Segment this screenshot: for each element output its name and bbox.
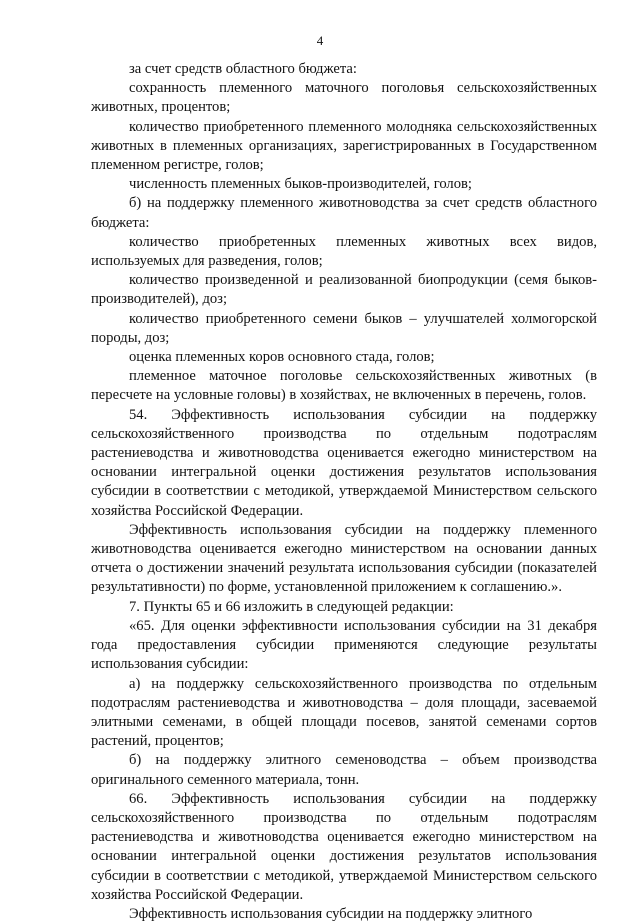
paragraph-elite-seed-efficiency: Эффективность использования субсидии на поддержку элитного bbox=[129, 905, 533, 922]
paragraph-clause-65: «65. Для оценки эффективности использования субсидии на 31 декабря года предоставления субсидии применяются следующие результаты использования субсидии: bbox=[91, 617, 597, 673]
paragraph-purchased-breeding-animals: количество приобретенных племенных животных всех видов, используемых для разведения, голов; bbox=[91, 233, 597, 270]
paragraph-kholmogory-semen: количество приобретенного семени быков – улучшателей холмогорской породы, доз; bbox=[91, 310, 597, 346]
paragraph-breeding-stock-conditional-heads: племенное маточное поголовье сельскохозяйственных животных (в пересчете на условные головы) в хозяйствах, не включенных в перечень, голов. bbox=[91, 368, 597, 404]
paragraph-clause-54: 54. Эффективность использования субсидии на поддержку сельскохозяйственного производства по отдельным подотраслям растениеводства и животноводства оценивается ежегодно министерством на основании интегральной оценки достижения результатов использования субсидии в соответствии с методикой, утверждаемой Министерством сельского хозяйства Российской Федерации. bbox=[91, 406, 597, 519]
paragraph-clause-65-a: а) на поддержку сельскохозяйственного производства по отдельным подотраслям растениеводства и животноводства – доля площади, засеваемой элитными семенами, в общей площади посевов, занятой семенами сортов растений, процентов; bbox=[91, 675, 597, 750]
paragraph-item-7: 7. Пункты 65 и 66 изложить в следующей редакции: bbox=[129, 598, 454, 615]
paragraph-clause-66: 66. Эффективность использования субсидии на поддержку сельскохозяйственного производства по отдельным подотраслям растениеводства и животноводства оценивается ежегодно министерством на основании интегральной оценки достижения результатов использования субсидии в соответствии с методикой, утверждаемой Министерством сельского хозяйства Российской Федерации. bbox=[91, 790, 597, 903]
paragraph-regional-budget-intro: за счет средств областного бюджета: bbox=[129, 61, 357, 77]
page-number: 4 bbox=[316, 33, 324, 48]
paragraph-breeding-efficiency: Эффективность использования субсидии на поддержку племенного животноводства оценивается ежегодно министерством на основании данных отчета о достижении значений результата использования субсидии (показателей результативности) по форме, установленной приложением к соглашению.». bbox=[91, 521, 597, 596]
paragraph-clause-65-b: б) на поддержку элитного семеноводства – объем производства оригинального семенного материала, тонн. bbox=[91, 752, 597, 788]
document-body bbox=[91, 60, 597, 924]
paragraph-bioproducts-doses: количество произведенной и реализованной биопродукции (семя быков-производителей), доз; bbox=[91, 272, 597, 308]
paragraph-breeding-bulls-count: численность племенных быков-производителей, голов; bbox=[129, 176, 472, 193]
paragraph-purchased-young-stock: количество приобретенного племенного молодняка сельскохозяйственных животных в племенных организациях, зарегистрированных в Государственном племенном регистре, голов; bbox=[91, 118, 597, 174]
paragraph-cow-evaluation: оценка племенных коров основного стада, голов; bbox=[129, 349, 435, 366]
paragraph-item-b-breeding-support: б) на поддержку племенного животноводства за счет средств областного бюджета: bbox=[91, 195, 597, 231]
paragraph-breeding-stock-preservation: сохранность племенного маточного поголовья сельскохозяйственных животных, процентов; bbox=[91, 80, 597, 116]
